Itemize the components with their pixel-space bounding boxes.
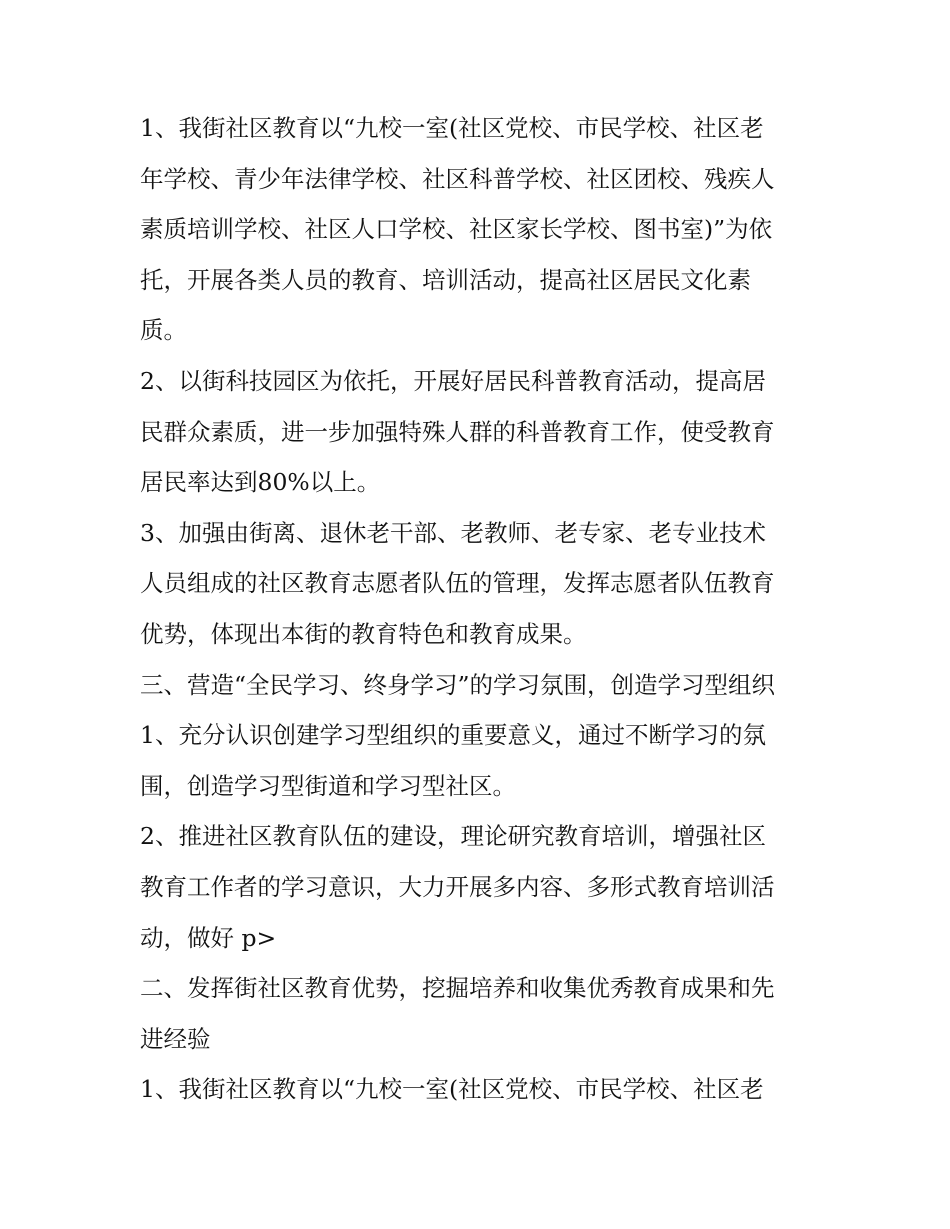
text-line: 3、加强由街离、退休老干部、老教师、老专家、老专业技术: [140, 518, 766, 547]
text-line: 素质培训学校、社区人口学校、社区家长学校、图书室)”为依: [140, 215, 773, 244]
text-line: 围，创造学习型街道和学习型社区。: [140, 771, 516, 800]
text-line: 居民率达到80%以上。: [140, 468, 381, 497]
text-line: 1、充分认识创建学习型组织的重要意义，通过不断学习的氛: [140, 721, 766, 750]
section-heading: 二、发挥街社区教育优势，挖掘培养和收集优秀教育成果和先: [140, 974, 775, 1003]
text-line: 1、我街社区教育以“九校一室(社区党校、市民学校、社区老: [140, 114, 764, 142]
text-line: 年学校、青少年法律学校、社区科普学校、社区团校、残疾人: [140, 164, 775, 193]
text-line: 质。: [140, 316, 187, 345]
text-line: 人员组成的社区教育志愿者队伍的管理，发挥志愿者队伍教育: [140, 569, 775, 598]
text-line: 2、推进社区教育队伍的建设，理论研究教育培训，增强社区: [140, 822, 766, 851]
text-line: 动，做好 p>: [140, 923, 277, 952]
text-line: 优势，体现出本街的教育特色和教育成果。: [140, 619, 587, 648]
text-line: 教育工作者的学习意识，大力开展多内容、多形式教育培训活: [140, 872, 775, 901]
text-line: 进经验: [140, 1024, 211, 1053]
section-heading: 三、营造“全民学习、终身学习”的学习氛围，创造学习型组织: [140, 670, 776, 699]
document-body: [140, 103, 830, 1115]
text-line: 民群众素质，进一步加强特殊人群的科普教育工作，使受教育: [140, 417, 775, 446]
text-line: 1、我街社区教育以“九校一室(社区党校、市民学校、社区老: [140, 1075, 764, 1104]
text-line: 2、以街科技园区为依托，开展好居民科普教育活动，提高居: [140, 366, 766, 395]
text-line: 托，开展各类人员的教育、培训活动，提高社区居民文化素: [140, 265, 751, 294]
